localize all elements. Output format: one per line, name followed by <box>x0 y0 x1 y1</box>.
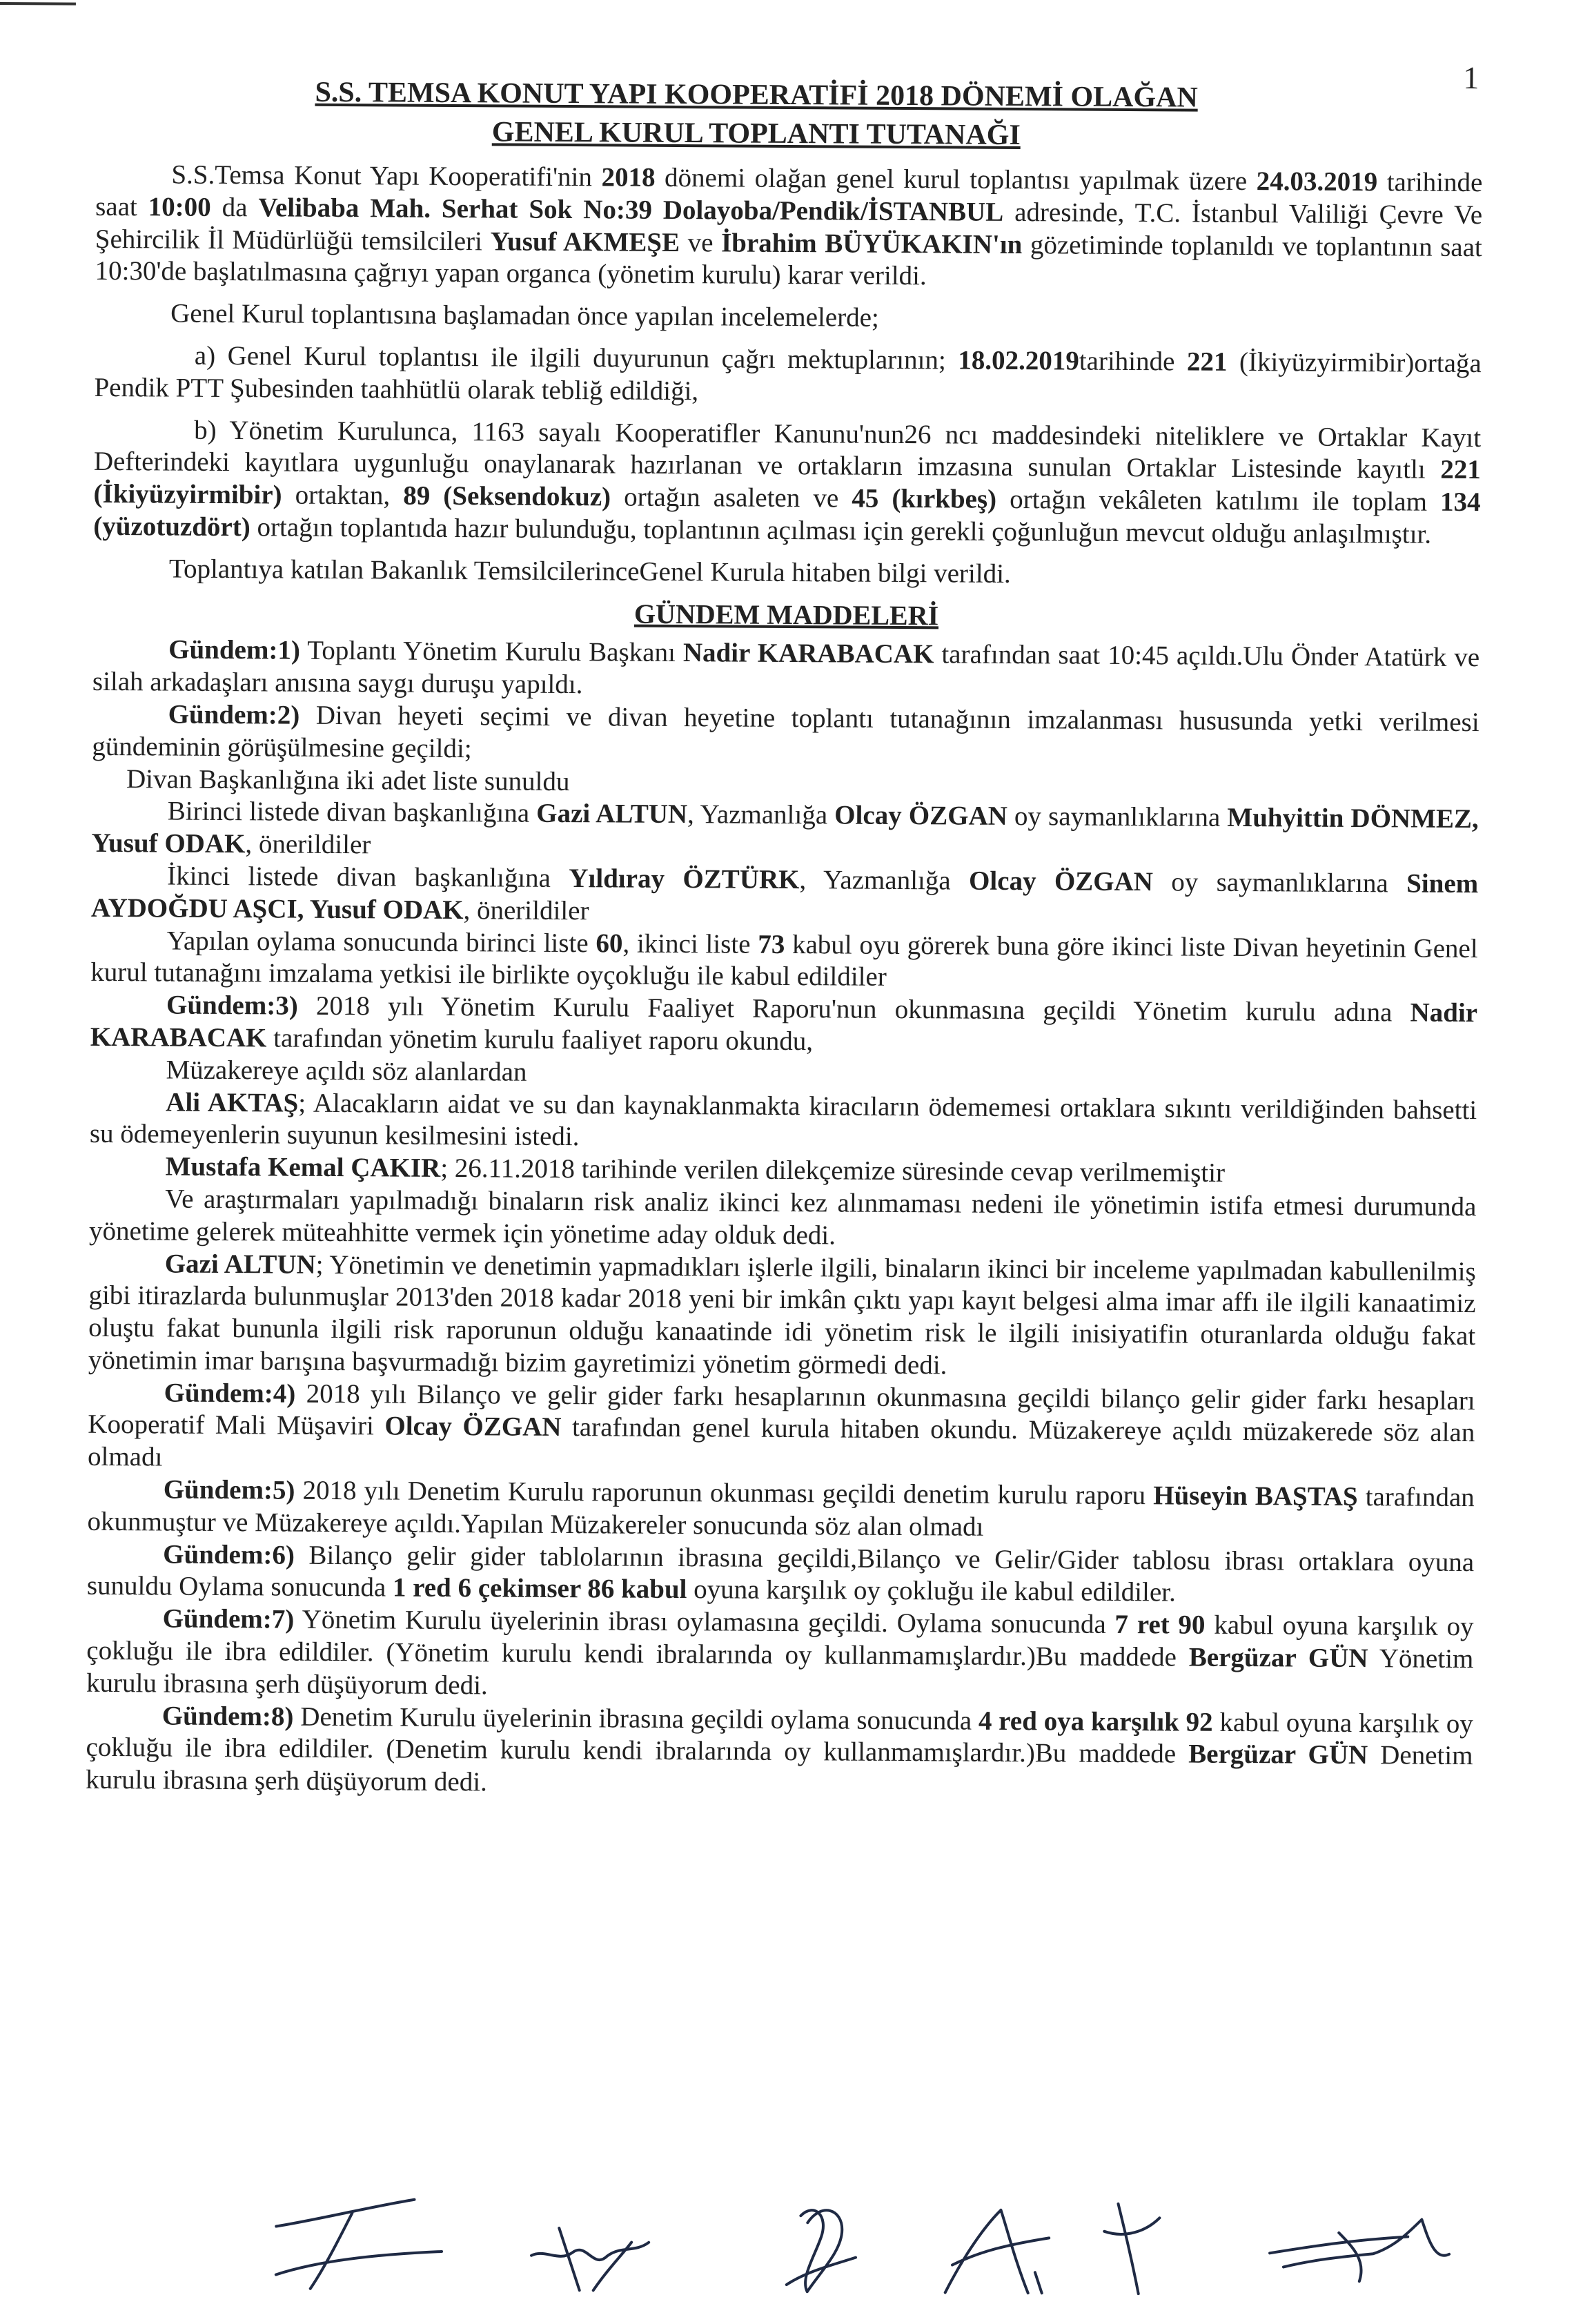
signature-1 <box>276 2198 442 2289</box>
signature-4 <box>945 2209 1050 2293</box>
agenda-item-6: Gündem:6) Bilanço gelir gider tablolarının ibrasına geçildi,Bilanço ve Gelir/Gider tablosu ibrası ortaklara oyuna sunuldu Oylama sonucunda 1 red 6 çekimser 86 kabul oyuna karşılık oy çokluğu ile kabul edildiler. <box>86 1539 1475 1608</box>
agenda-item-2-lists-intro: Divan Başkanlığına iki adet liste sunuldu <box>126 763 570 797</box>
agenda-item-3-speaker-3: Gazi ALTUN; Yönetimin ve denetimin yapmadıkları işlerle ilgili, binaların ikinci bir inceleme yapılmadan kabullenilmiş gibi itirazlarda bulunmuşlar 2013'den 2018 kadar 2018 yeni bir imkân çıktı yapı kayıt belgesi alma imar affı ile ilgili kanaatimiz oluştu fakat bununla ilgili risk raporunun olduğu kanaatinde idi yönetim risk le ilgili inisiyatifin oturanlarda olduğu fakat yönetimin imar barışına başvurmadığı bizim gayretimizi yönetim görmedi dedi. <box>88 1248 1476 1380</box>
title-line-2: GENEL KURUL TOPLANTI TUTANAĞI <box>491 116 1021 152</box>
scan-corner-mark <box>0 2 76 6</box>
agenda-item-3-speaker-2: Mustafa Kemal ÇAKIR; 26.11.2018 tarihinde verilen dilekçemize süresinde cevap verilmemiştir <box>165 1151 1226 1188</box>
agenda-item-3-speaker-2-cont: Ve araştırmaları yapılmadığı binaların risk analiz ikinci kez alınmaması nedeni ile yönetimin istifa etmesi durumunda yönetime gelerek müteahhitte vermek için yönetime aday olduk dedi. <box>88 1184 1477 1251</box>
agenda-heading: GÜNDEM MADDELERİ <box>633 598 939 631</box>
agenda-item-2: Gündem:2) Divan heyeti seçimi ve divan heyetine toplantı tutanağının imzalanması hususunda yetki verilmesi gündeminin görüşülmesine geçildi; <box>92 699 1479 763</box>
page-number: 1 <box>1463 59 1479 96</box>
agenda-item-3-debate: Müzakereye açıldı söz alanlardan <box>166 1055 527 1087</box>
item-b-paragraph: b) Yönetim Kurulunca, 1163 sayalı Kooperatifler Kanunu'nun26 ncı maddesindeki niteliklere ve Ortaklar Kayıt Defterindeki kayıtlara uygunluğu onaylanarak hazırlanan ve ortakların imzasına sunulan Ortaklar Listesinde kayıtlı 221 (İkiyüzyirmibir) ortaktan, 89 (Seksendokuz) ortağın asaleten ve 45 (kırkbeş) ortağın vekâleten katılımı ile toplam 134 (yüzotuzdört) ortağın toplantıda hazır bulunduğu, toplantının açılması için gerekli çoğunluğun mevcut olduğu anlaşılmıştır. <box>93 415 1482 549</box>
document-body <box>86 159 1482 1805</box>
agenda-item-3: Gündem:3) 2018 yılı Yönetim Kurulu Faaliyet Raporu'nun okunmasına geçildi Yönetim kurulu adına Nadir KARABACAK tarafından yönetim kurulu faaliyet raporu okundu, <box>90 990 1478 1057</box>
signature-2 <box>531 2228 649 2291</box>
agenda-item-8: Gündem:8) Denetim Kurulu üyelerinin ibrasına geçildi oylama sonucunda 4 red oya karşılık 92 kabul oyuna karşılık oy çokluğu ile ibra edildiler. (Denetim kurulu kendi ibralarında oy kullanmamışlardır.)Bu maddede Bergüzar GÜN Denetim kurulu ibrasına şerh düşüyorum dedi. <box>86 1701 1473 1797</box>
agenda-item-2-list-2: İkinci listede divan başkanlığına Yıldıray ÖZTÜRK, Yazmanlığa Olcay ÖZGAN oy saymanlıklarına Sinem AYDOĞDU AŞCI, Yusuf ODAK, önerildiler <box>90 861 1479 926</box>
agenda-item-1: Gündem:1) Toplantı Yönetim Kurulu Başkanı Nadir KARABACAK tarafından saat 10:45 açıldı.Ulu Önder Atatürk ve silah arkadaşları anısına saygı duruşu yapıldı. <box>92 634 1480 700</box>
signature-3 <box>787 2210 856 2292</box>
agenda-item-4: Gündem:4) 2018 yılı Bilanço ve gelir gider farkı hesaplarının okunmasına geçildi bilanço gelir gider farkı hesapları Kooperatif Mali Müşaviri Olcay ÖZGAN tarafından genel kurula hitaben okundu. Müzakereye açıldı müzakerede söz alan olmadı <box>87 1378 1475 1472</box>
agenda-item-5: Gündem:5) 2018 yılı Denetim Kurulu raporunun okunması geçildi denetim kurulu raporu Hüseyin BAŞTAŞ tarafından okunmuştur ve Müzakereye açıldı.Yapılan Müzakereler sonucunda söz alan olmadı <box>87 1474 1475 1542</box>
document-title <box>96 72 1417 157</box>
agenda-item-7: Gündem:7) Yönetim Kurulu üyelerinin ibrası oylamasına geçildi. Oylama sonucunda 7 ret 90 kabul oyuna karşılık oy çokluğu ile ibra edildiler. (Yönetim kurulu kendi ibralarında oy kullanmamışlardır.)Bu maddede Bergüzar GÜN Yönetim kurulu ibrasına şerh düşüyorum dedi. <box>86 1603 1474 1701</box>
pre-check-paragraph: Genel Kurul toplantısına başlamadan önce yapılan incelemelerde; <box>170 298 879 333</box>
agenda-item-2-vote: Yapılan oylama sonucunda birinci liste 60, ikinci liste 73 kabul oyu görerek buna göre ikinci liste Divan heyetinin Genel kurul tutanağını imzalama yetkisi ile birlikte oyçokluğu ile kabul edildiler <box>90 926 1478 993</box>
ministry-info-paragraph: Toplantıya katılan Bakanlık TemsilcilerinceGenel Kurula hitaben bilgi verildi. <box>168 554 1011 589</box>
intro-paragraph: S.S.Temsa Konut Yapı Kooperatifi'nin 2018 dönemi olağan genel kurul toplantısı yapılmak üzere 24.03.2019 tarihinde saat 10:00 da Velibaba Mah. Serhat Sok No:39 Dolayoba/Pendik/İSTANBUL adresinde, T.C. İstanbul Valiliği Çevre Ve Şehircilik İl Müdürlüğü temsilcileri Yusuf AKMEŞE ve İbrahim BÜYÜKAKIN'ın gözetiminde toplanıldı ve toplantının saat 10:30'de başlatılmasına çağrıyı yapan organca (yönetim kurulu) karar verildi. <box>95 159 1483 291</box>
signature-5 <box>1104 2204 1160 2294</box>
signature-row <box>235 2185 1526 2316</box>
signature-6 <box>1270 2218 1450 2282</box>
title-line-1: S.S. TEMSA KONUT YAPI KOOPERATİFİ 2018 DÖNEMİ OLAĞAN <box>315 76 1198 114</box>
item-a-paragraph: a) Genel Kurul toplantısı ile ilgili duyurunun çağrı mektuplarının; 18.02.2019tarihinde 221 (İkiyüzyirmibir)ortağa Pendik PTT Şubesinden taahhütlü olarak tebliğ edildiği, <box>94 340 1482 406</box>
agenda-item-3-speaker-1: Ali AKTAŞ; Alacakların aidat ve su dan kaynaklanmakta kiracıların ödememesi ortaklara sıkıntı verildiğinden bahsetti su ödemeyenlerin suyunun kesilmesini istedi. <box>89 1087 1477 1152</box>
agenda-item-2-list-1: Birinci listede divan başkanlığına Gazi ALTUN, Yazmanlığa Olcay ÖZGAN oy saymanlıklarına Muhyittin DÖNMEZ, Yusuf ODAK, önerildiler <box>91 796 1479 860</box>
